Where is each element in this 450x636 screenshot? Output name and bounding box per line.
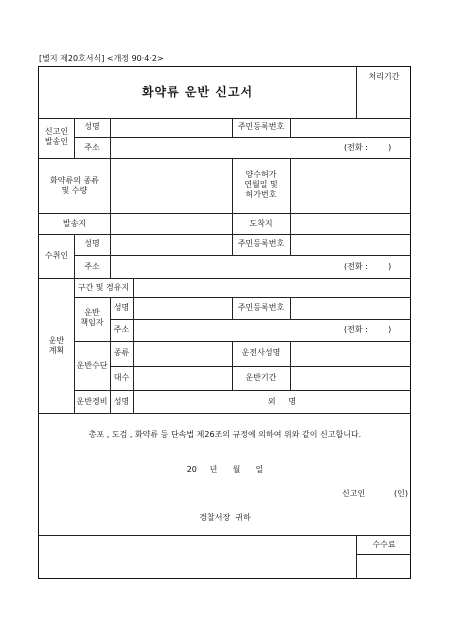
transfer-permit-label: 양수허가 연월일 및 허가번호 [244,170,278,199]
declaration-statement: 총포 , 도검 , 화약류 등 단속법 제26조의 규정에 의하여 위와 같이 신고합니다. [88,430,362,439]
explosive-kind-quantity-label: 화약류의 종류 및 수량 [50,176,99,195]
reporter-resident-number-label: 주민등록번호 [237,122,285,131]
form-title: 화약류 운반 신고서 [141,85,254,99]
transport-means-label: 운반수단 [76,361,108,370]
responsible-name-label: 성명 [113,303,130,312]
guard-others-label: 외 명 [267,397,297,406]
receiver-group-label: 수취인 [44,251,69,260]
declaration-date: 20 년 월 일 [186,465,264,474]
vehicle-type-label: 종류 [113,348,130,357]
receiver-phone: (전화 : ) [344,262,392,271]
transport-guard-label: 운반경비 [76,397,108,406]
driver-name-label: 운전사성명 [241,348,281,357]
responsible-person-label: 운반 책임자 [80,308,104,327]
origin-label: 발송지 [62,219,87,228]
processing-period-label: 처리기간 [368,72,400,81]
responsible-phone: (전화 : ) [344,325,392,334]
seal-mark: (인) [394,489,408,498]
reporter-name-label: 성명 [84,122,100,131]
receiver-name-label: 성명 [84,239,100,248]
vehicle-count-label: 대수 [113,373,130,382]
reporter-phone: (전화 : ) [344,143,392,152]
receiver-address-label: 주소 [84,262,100,271]
route-label: 구간 및 경유지 [77,283,130,292]
destination-label: 도착지 [249,219,273,228]
addressee: 경찰서장 귀하 [199,513,251,522]
reporter-group-label: 신고인 발송인 [44,127,69,146]
guard-name-label: 성명 [113,397,130,406]
transport-plan-group-label: 운반 계획 [48,336,65,355]
reporter-address-label: 주소 [84,143,100,152]
fee-label: 수수료 [372,540,396,549]
receiver-resident-number-label: 주민등록번호 [237,239,285,248]
responsible-address-label: 주소 [113,325,130,334]
responsible-resident-number-label: 주민등록번호 [237,303,285,312]
transport-period-label: 운반기간 [245,373,277,382]
form-number: [별지 제20호서식] <개정 90·4·2> [39,54,164,63]
reporter-signature-label: 신고인 [342,489,366,498]
